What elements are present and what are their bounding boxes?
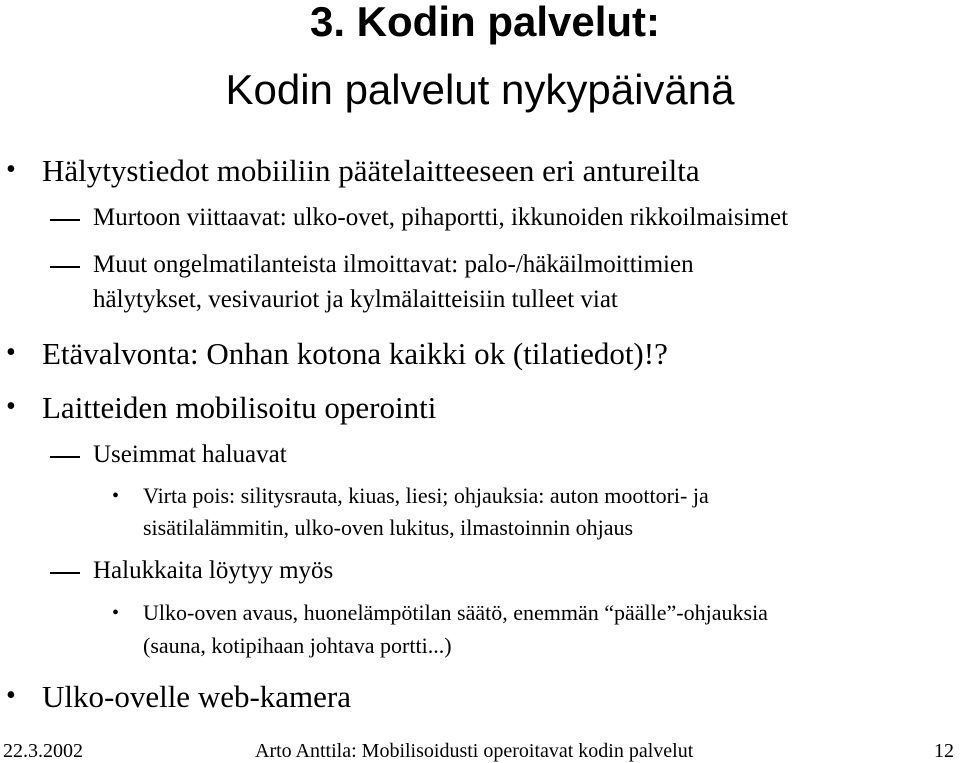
- dash-icon: [50, 219, 80, 221]
- bullet-icon: •: [6, 680, 16, 711]
- bullet-icon: •: [112, 485, 120, 507]
- sub-bullet-text: Muut ongelmatilanteista ilmoittavat: palo-/häkäilmoittimien: [93, 251, 694, 278]
- bullet-icon: •: [6, 154, 16, 185]
- slide-title: 3. Kodin palvelut:: [309, 0, 661, 45]
- detail-text: Ulko-oven avaus, huonelämpötilan säätö, enemmän “päälle”-ohjauksia: [143, 600, 768, 625]
- bullet-icon: •: [112, 602, 120, 624]
- footer-date: 22.3.2002: [3, 740, 83, 762]
- bullet-text: Laitteiden mobilisoitu operointi: [42, 390, 437, 425]
- sub-bullet-text: Useimmat haluavat: [93, 441, 287, 468]
- sub-bullet-text: Murtoon viittaavat: ulko-ovet, pihaportti, ikkunoiden rikkoilmaisimet: [93, 204, 789, 231]
- dash-icon: [50, 572, 80, 574]
- detail-text-continued: sisätilalämmitin, ulko-oven lukitus, ilmastoinnin ohjaus: [143, 515, 634, 540]
- bullet-text: Ulko-ovelle web-kamera: [42, 679, 352, 714]
- bullet-text: Hälytystiedot mobiiliin päätelaitteeseen eri antureilta: [42, 153, 700, 188]
- slide-subtitle: Kodin palvelut nykypäivänä: [225, 66, 735, 113]
- sub-bullet-text: Halukkaita löytyy myös: [93, 557, 334, 584]
- detail-text-continued: (sauna, kotipihaan johtava portti...): [143, 633, 452, 658]
- page-number: 12: [934, 740, 954, 762]
- detail-text: Virta pois: silitysrauta, kiuas, liesi; ohjauksia: auton moottori- ja: [143, 483, 709, 508]
- bullet-text: Etävalvonta: Onhan kotona kaikki ok (tilatiedot)!?: [42, 336, 668, 371]
- bullet-icon: •: [6, 337, 16, 368]
- dash-icon: [50, 266, 80, 268]
- sub-bullet-text-continued: hälytykset, vesivauriot ja kylmälaitteisiin tulleet viat: [93, 286, 618, 313]
- footer-title: Arto Anttila: Mobilisoidusti operoitavat kodin palvelut: [255, 740, 694, 762]
- dash-icon: [50, 456, 80, 458]
- bullet-icon: •: [6, 391, 16, 422]
